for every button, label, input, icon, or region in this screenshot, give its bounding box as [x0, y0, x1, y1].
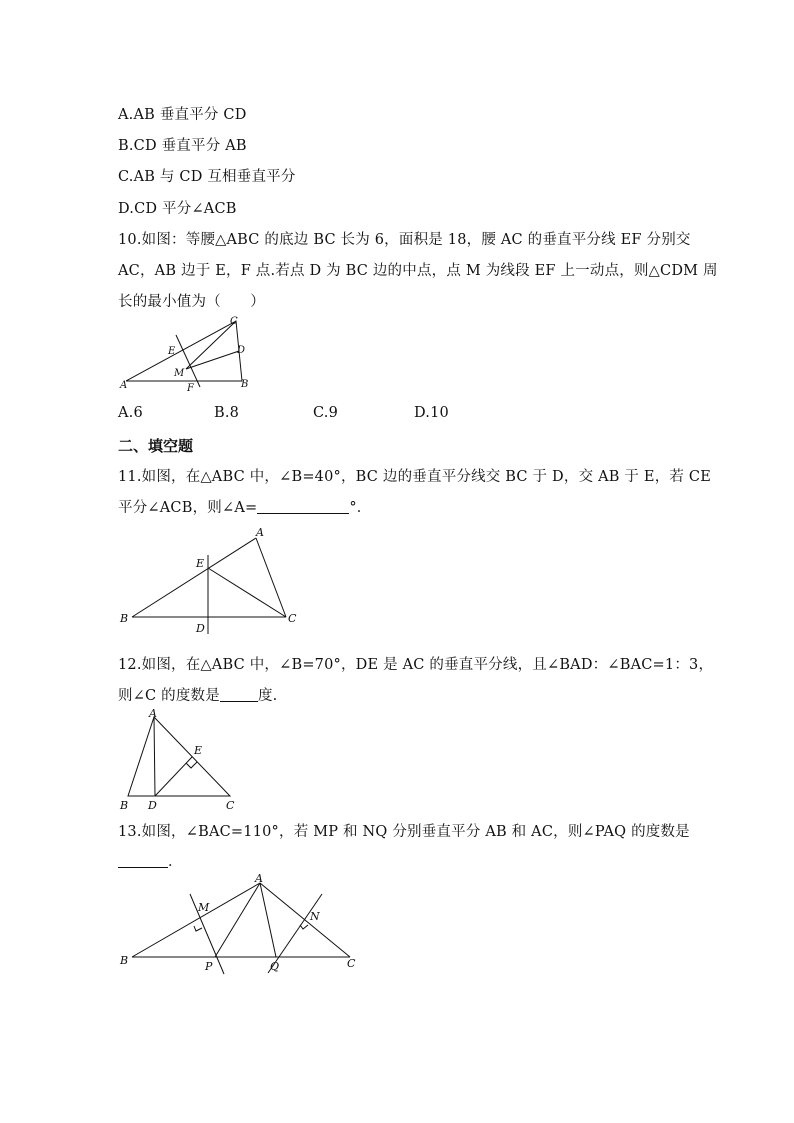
q10-label-a: A: [120, 380, 128, 391]
q11-text-suffix: °．: [349, 500, 372, 516]
q13-text-suffix: ．: [168, 854, 183, 870]
q11-text-prefix: 平分∠ACB，则∠A=: [118, 500, 258, 516]
q10-label-b: B: [241, 379, 249, 390]
q13-label-b: B: [120, 954, 129, 967]
q13-label-p: P: [205, 960, 213, 973]
q11-segment-ec: [208, 568, 286, 617]
q12-label-a: A: [149, 707, 157, 720]
q13-label-n: N: [310, 910, 320, 923]
q12-triangle: [128, 717, 230, 796]
q13-answer-blank[interactable]: [118, 853, 168, 868]
q11-label-d: D: [196, 622, 205, 635]
q10-label-e: E: [168, 346, 176, 357]
q11-text-line2: [118, 496, 372, 517]
q11-figure: [118, 522, 308, 637]
q12-right-angle-mark: [186, 762, 197, 768]
option-d: D.CD 平分∠ACB: [118, 201, 237, 217]
q12-figure: [118, 705, 248, 813]
q13-segment-ap: [215, 883, 260, 957]
q12-text-line2: [118, 684, 277, 705]
q10-choice-a: A.6: [118, 405, 143, 421]
q13-text-line2: [118, 850, 183, 871]
q10-segment-md: [186, 351, 239, 369]
option-b: B.CD 垂直平分 AB: [118, 138, 247, 154]
q13-side-ba: [132, 883, 260, 957]
q11-answer-blank[interactable]: [257, 499, 349, 514]
q11-side-ac: [256, 538, 286, 617]
q10-figure: [118, 315, 258, 395]
q12-label-c: C: [226, 799, 235, 812]
q10-text-line1: 10.如图：等腰△ABC 的底边 BC 长为 6，面积是 18，腰 AC 的垂直平分线 EF 分别交: [118, 232, 691, 248]
q13-figure: [118, 870, 363, 978]
q11-side-ba: [132, 538, 256, 617]
q11-label-b: B: [120, 612, 129, 625]
q11-label-a: A: [256, 526, 264, 539]
q10-label-d: D: [237, 345, 246, 356]
q13-label-m: M: [198, 901, 210, 914]
section-heading: 二、填空题: [118, 437, 194, 455]
q10-label-f: F: [187, 383, 194, 394]
q11-text-line1: 11.如图，在△ABC 中，∠B=40°，BC 边的垂直平分线交 BC 于 D，交 AB 于 E，若 CE: [118, 469, 711, 485]
q10-text-line3: 长的最小值为（ ）: [118, 294, 265, 310]
q12-answer-blank[interactable]: [220, 687, 258, 702]
q10-label-c: C: [230, 316, 238, 327]
q12-text-prefix: 则∠C 的度数是: [118, 688, 220, 704]
q12-segment-ad: [154, 717, 155, 796]
q12-label-b: B: [120, 799, 129, 812]
q12-text-line1: 12.如图，在△ABC 中，∠B=70°，DE 是 AC 的垂直平分线，且∠BAD：∠BAC=1：3，: [118, 657, 714, 673]
q11-label-e: E: [196, 557, 205, 570]
option-c: C.AB 与 CD 互相垂直平分: [118, 169, 296, 185]
q13-right-angle-mark-m: [194, 926, 202, 931]
q13-label-a: A: [255, 872, 263, 885]
q12-label-d: D: [148, 799, 157, 812]
q13-label-c: C: [347, 957, 356, 970]
option-a: A.AB 垂直平分 CD: [118, 107, 247, 123]
q10-text-line2: AC，AB 边于 E，F 点.若点 D 为 BC 边的中点，点 M 为线段 EF 上一动点，则△CDM 周: [118, 263, 718, 279]
q10-choice-b: B.8: [214, 405, 240, 421]
q11-label-c: C: [288, 612, 297, 625]
q13-text-line1: 13.如图，∠BAC=110°，若 MP 和 NQ 分别垂直平分 AB 和 AC，则∠PAQ 的度数是: [118, 824, 690, 840]
q13-label-q: Q: [270, 960, 280, 973]
q13-right-angle-mark-n: [300, 925, 308, 929]
q12-label-e: E: [194, 744, 203, 757]
q12-text-suffix: 度.: [257, 688, 278, 704]
q10-choice-d: D.10: [414, 405, 449, 421]
q10-label-m: M: [174, 368, 185, 379]
q10-choice-c: C.9: [313, 405, 339, 421]
q10-segment-mc: [186, 321, 236, 369]
